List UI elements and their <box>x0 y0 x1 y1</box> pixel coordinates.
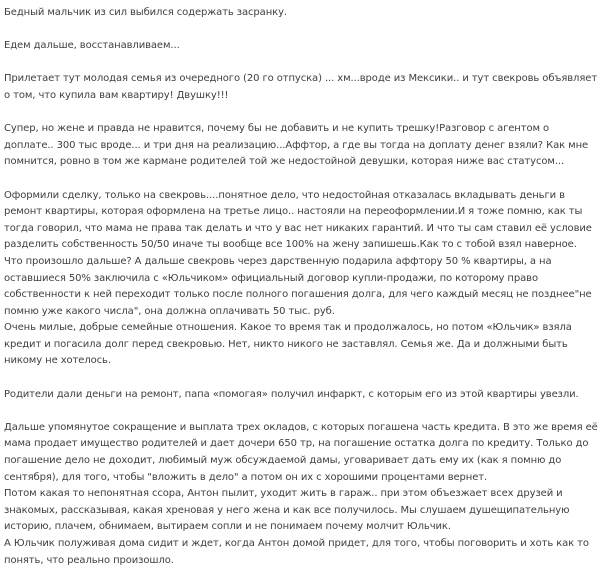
paragraph-gap <box>4 403 598 420</box>
paragraph-apartment-gift: Прилетает тут молодая семья из очередного (20 го отпуска) ... хм...вроде из Мексики.. и тут свекровь объявляет о том, что купила вам квартиру! Двушку!!! <box>4 73 598 101</box>
paragraph-intro: Бедный мальчик из сил выбился содержать засранку. <box>4 7 287 18</box>
paragraph-deal: Оформили сделку, только на свекровь....понятное дело, что недостойная отказалась вкладывать деньги в ремонт квартиры, которая оформлена на третье лицо.. настояли на переоформлении.И я тоже помню, как ты тогда говорил, что мама не права так делать и что у вас нет никаких гарантий. И что ты сам ставил её условие разделить собственность 50/50 иначе ты вообще все 100% на жену запишешь.Как то с тобой взял наверное. <box>4 189 592 251</box>
paragraph-gap <box>4 171 598 188</box>
paragraph-what-next: Что произошло дальше? А дальше свекровь через дарственную подарила аффтору 50 % квартиры, а на оставшиеся 50% заключила с «Юльчиком» официальный договор купли-продажи, по которому право собственности к ней переходит только после полного погашения долга, для чего каждый месяц не позднее"не помню уже какого числа", она должна оплачивать 50 тыс. руб. <box>4 255 592 317</box>
paragraph-ending: А Юльчик полуживая дома сидит и ждет, когда Антон домой придет, для того, чтобы поговорить и хоть как то понять, что реально произошло. <box>4 538 589 566</box>
paragraph-gap <box>4 105 598 122</box>
paragraph-gap <box>4 55 598 72</box>
paragraph-gap <box>4 370 598 387</box>
paragraph-layoff: Дальше упомянутое сокращение и выплата трех окладов, с которых погашена часть кредита. В это же время её мама продает имущество родителей и дает дочери 650 тр, на погашение остатка долга по кредиту. Только до погашение дело не доходит, любимый муж обсуждаемой дамы, уговаривает дать ему их (как я помню до сентября), для того, чтобы "вложить в дело" а потом он их с хорошими процентами вернет. <box>4 421 598 483</box>
paragraph-continue: Едем дальше, восстанавливаем... <box>4 40 180 52</box>
paragraph-three-room: Супер, но жене и правда не нравится, почему бы не добавить и не купить трешку!Разговор с агентом о доплате.. 300 тыс вроде... и три дня на реализацию...Аффтор, а где вы тогда на доплату денег взяли? Как мне помнится, ровно в том же кармане родителей той же недостойной девушки, которая ниже вас статусом... <box>4 123 589 168</box>
paragraph-renovation: Родители дали деньги на ремонт, папа «помогая» получил инфаркт, с которым его из этой квартиры увезли. <box>4 388 579 400</box>
paragraph-gap <box>4 22 598 39</box>
paragraph-quarrel: Потом какая то непонятная ссора, Антон пылит, уходит жить в гараж.. при этом объезжает всех друзей и знакомых, рассказывая, какая хреновая у него жена и как все получилось. Мы слушаем душещипательную историю, плачем, обнимаем, вытираем сопли и не понимаем почему молчит Юльчик. <box>4 488 570 533</box>
post-body <box>4 5 598 569</box>
paragraph-relations: Очень милые, добрые семейные отношения. Какое то время так и продолжалось, но потом «Юльчик» взяла кредит и погасила долг перед свекровью. Нет, никто никого не заставлял. Семья же. Да и должными быть никому не хотелось. <box>4 322 572 367</box>
